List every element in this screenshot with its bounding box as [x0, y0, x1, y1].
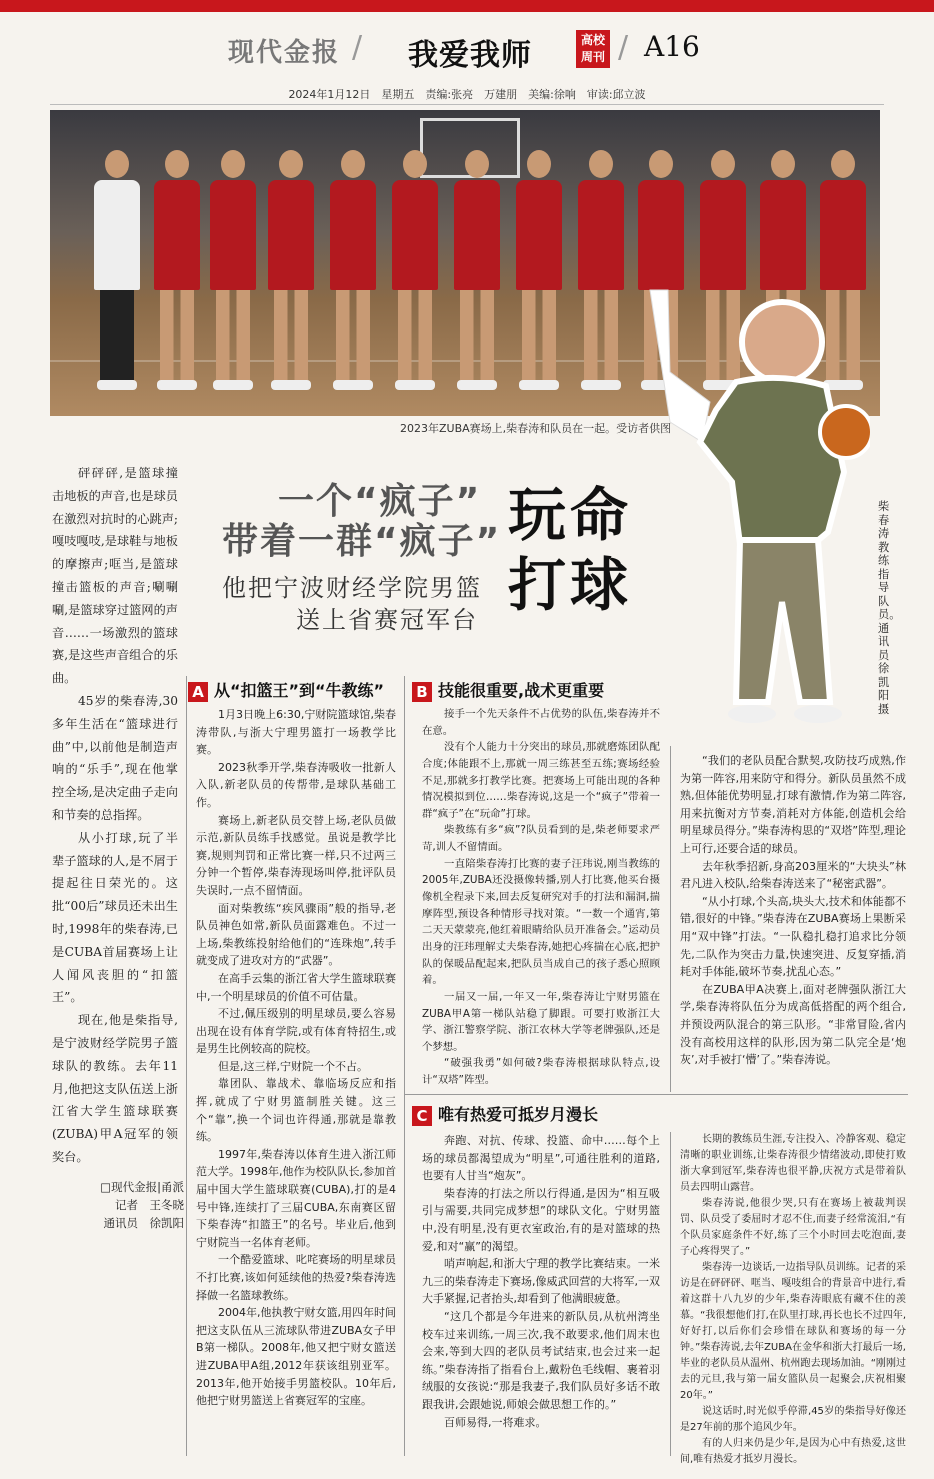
section-b-body-right	[680, 752, 906, 1069]
player-figure	[516, 150, 562, 400]
section-c-title: 唯有热爱可抵岁月漫长	[438, 1105, 599, 1124]
header-rule	[50, 104, 884, 105]
paragraph: 1月3日晚上6:30,宁财院篮球馆,柴春涛带队,与浙大宁理男篮打一场教学比赛。	[196, 708, 396, 757]
paragraph: 靠团队、靠战术、靠临场反应和指挥,就成了宁财男篮制胜关键。这三个“靠”,换一个词也许得通,那就是靠教练。	[196, 1077, 396, 1144]
masthead-divider: /	[352, 30, 363, 65]
paragraph: 但是,这三样,宁财院一个不占。	[218, 1059, 368, 1073]
lead-byline	[74, 1178, 184, 1232]
player-figure	[330, 150, 376, 400]
paragraph: 百师易得,一将难求。	[444, 1415, 547, 1429]
coach-figure	[94, 150, 140, 400]
paragraph: 2004年,他执教宁财女篮,用四年时间把这支队伍从三流球队带进ZUBA女子甲B第一梯队。2008年,他又把宁财女篮送进ZUBA甲A组,2012年获该组别亚军。2013年,他开始接手男篮校队。10年后,他把宁财男篮送上省赛冠军的宝座。	[196, 1306, 396, 1408]
section-letter: C	[412, 1106, 432, 1126]
side-photo-credit: 柴春涛教练指导队员。通讯员 徐凯阳 摄	[878, 500, 901, 716]
paragraph: 说这话时,时光似乎停滞,45岁的柴指导好像还是27年前的那个追风少年。	[680, 1406, 906, 1433]
column-divider	[670, 746, 671, 1092]
main-headline: 玩命打球	[508, 481, 633, 619]
masthead-divider-2: /	[618, 30, 629, 65]
dateline: 2024年1月12日 星期五 责编:张亮 万建朋 美编:徐响 审读:邱立波	[288, 88, 646, 101]
paragraph: 面对柴教练“疾风骤雨”般的指导,老队员神色如常,新队员面露难色。不过一上场,柴教练投射给他们的“连珠炮”,转手就变成了进攻对方的“武器”。	[196, 901, 396, 968]
paragraph: “这几个都是今年进来的新队员,从杭州湾坐校车过来训练,一周三次,我不敢要求,他们周末也会来,等到大四的老队员考试结束,也会过来一起练。”柴春涛指了指看台上,戴粉色毛线帽、裹着羽绒服的女孩说:“那是我妻子,我们队员好多话不敢跟我讲,会跟她说,师娘会做思想工作的。”	[422, 1309, 660, 1411]
section-b-body-left	[422, 706, 660, 1089]
paragraph: 柴教练有多“疯”?队员看到的是,柴老师要求严苛,训人不留情面。	[422, 824, 660, 854]
lead-paragraph: 从小打球,玩了半辈子篮球的人,是不屑于提起往日荣光的。这批“00后”球员还未出生时,1998年的柴春涛,已是CUBA首届赛场上让人闻风丧胆的“扣篮王”。	[52, 830, 178, 1005]
weekly-badge	[576, 30, 610, 68]
player-figure	[154, 150, 200, 400]
badge-line-2: 周刊	[580, 50, 605, 64]
byline-outlet: □现代金报|甬派	[100, 1180, 184, 1194]
section-letter: A	[188, 682, 208, 702]
section-c-body-right	[680, 1132, 906, 1468]
paragraph: 2023秋季开学,柴春涛吸收一批新人入队,新老队员的传帮带,是球队基础工作。	[196, 760, 396, 809]
player-figure	[392, 150, 438, 400]
newspaper-name: 现代金报	[228, 38, 341, 68]
player-figure	[268, 150, 314, 400]
paragraph: 没有个人能力十分突出的球员,那就磨炼团队配合度;体能跟不上,那就一周三练甚至五练;赛场经验不足,那就多打教学比赛。把赛场上可能出现的各种情况模拟到位……柴春涛说,这是一个“疯子”带着一群“疯子”在“玩命”打球。	[422, 741, 660, 820]
paragraph: 接手一个先天条件不占优势的队伍,柴春涛并不在意。	[422, 708, 660, 737]
paragraph: 1997年,柴春涛以体育生进入浙江师范大学。1998年,他作为校队队长,参加首届中国大学生篮球联赛(CUBA),打的是4号中锋,连续打了三届CUBA,东南赛区留下柴春涛“扣篮王”的名号。毕业后,他到宁财院当一名体育老师。	[196, 1147, 396, 1249]
byline-reporter: 记者 王冬晓	[115, 1198, 184, 1212]
byline-correspondent: 通讯员 徐凯阳	[103, 1216, 184, 1230]
paragraph: 长期的教练员生涯,专注投入、冷静客观、稳定清晰的职业训练,让柴春涛很少情绪波动,即使打败浙大拿到冠军,柴春涛也很平静,庆祝方式是带着队员去四明山露营。	[680, 1134, 906, 1193]
badge-line-1: 高校	[580, 33, 605, 47]
paragraph: 奔跑、对抗、传球、投篮、命中……每个上场的球员都渴望成为“明星”,可通往胜利的道路,也要有人甘当“炮灰”。	[422, 1134, 660, 1183]
paragraph: 一直陪柴春涛打比赛的妻子汪玮说,刚当教练的2005年,ZUBA还没摄像转播,别人打比赛,他买台摄像机全程录下来,回去反复研究对手的打法和漏洞,揣摩阵型,预设各种情形寻找对策。“一数一个通宵,第二天天蒙蒙亮,他红着眼睛给队员开准备会。”运动员出身的汪玮理解丈夫柴春涛,她把心疼揣在心底,把护队的保暖品配起来,把队员当成自己的孩子悉心照顾着。	[422, 857, 660, 987]
coach-cutout-photo	[640, 282, 870, 732]
section-title: 我爱我师	[408, 38, 532, 73]
paragraph: “我们的老队员配合默契,攻防技巧成熟,作为第一阵容,用来防守和得分。新队员虽然不成熟,但体能优势明显,打球有激情,作为第二阵容,用来抗衡对方节奏,消耗对方体能,创造机会给明星球员得分。”柴春涛构思的“双塔”阵型,理论上可行,还要合适的球员。	[680, 754, 906, 855]
paragraph: 有的人归来仍是少年,是因为心中有热爱,这世间,唯有热爱才抵岁月漫长。	[680, 1438, 906, 1465]
column-divider	[670, 1132, 671, 1456]
paragraph: 去年秋季招新,身高203厘米的“大块头”林君凡进入校队,给柴春涛送来了“秘密武器”。	[680, 859, 906, 891]
section-c-heading	[412, 1102, 598, 1126]
paragraph: 柴春涛一边谈话,一边指导队员训练。记者的采访是在砰砰砰、哐当、嘎吱组合的背景音中进行,看着这群十八九岁的少年,柴春涛眼底有藏不住的羡慕。“我很想他们打,在队里打球,再长也长不过四年,好好打,以后你们会珍惜在球队和赛场的每一分钟。”柴春涛说,去年ZUBA在金华和浙大打最后一场,毕业的老队员从温州、杭州跑去现场加油。“刚刚过去的元旦,我与第一届女篮队员一起聚会,庆祝相聚20年。”	[680, 1262, 906, 1401]
section-b-title: 技能很重要,战术更重要	[438, 681, 605, 700]
column-divider	[186, 676, 187, 1456]
section-c-body-left	[422, 1132, 660, 1431]
paragraph: “破强我勇”如何破?柴春涛根据球队特点,设计“双塔”阵型。	[422, 1057, 660, 1087]
subheadline-1: 他把宁波财经学院男篮	[222, 574, 482, 602]
player-figure	[578, 150, 624, 400]
paragraph: 柴春涛的打法之所以行得通,是因为“相互吸引与需要,共同完成梦想”的球队文化。宁财男篮中,没有明星,没有更衣室政治,有的是对篮球的热爱,和对“赢”的渴望。	[422, 1186, 660, 1253]
paragraph: 赛场上,新老队员交替上场,老队员做示范,新队员练手找感觉。虽说是教学比赛,规则判罚和正常比赛一样,只不过两三分钟一个暂停,柴春涛现场叫停,批评队员失误时,一点不留情面。	[196, 813, 396, 897]
section-b-heading	[412, 678, 604, 702]
subheadline-2: 送上省赛冠军台	[296, 606, 478, 634]
headline-line-2: 带着一群“疯子”	[222, 521, 502, 562]
column-divider	[404, 676, 405, 1456]
section-letter: B	[412, 682, 432, 702]
top-red-bar	[0, 0, 934, 12]
page-number: A16	[644, 30, 700, 63]
paragraph: 柴春涛说,他很少哭,只有在赛场上被裁判误罚、队员受了委屈时才忍不住,而妻子经常流泪,“有个队员家庭条件不好,练了三个小时回去吃泡面,妻子心疼得哭了。”	[680, 1198, 906, 1257]
player-figure	[454, 150, 500, 400]
section-a-body	[196, 706, 396, 1410]
photo-caption: 2023年ZUBA赛场上,柴春涛和队员在一起。受访者供图	[400, 422, 672, 435]
lead-paragraph: 砰砰砰,是篮球撞击地板的声音,也是球员在激烈对抗时的心跳声;嘎吱嘎吱,是球鞋与地板的摩擦声;哐当,是篮球撞击篮板的声音;唰唰唰,是篮球穿过篮网的声音……一场激烈的篮球赛,是这些声音组合的乐曲。	[52, 466, 178, 686]
section-a-title: 从“扣篮王”到“牛教练”	[214, 681, 385, 700]
paragraph: 一届又一届,一年又一年,柴春涛让宁财男篮在ZUBA甲A第一梯队站稳了脚跟。可要打败浙江大学、浙江警察学院、浙江农林大学等老牌强队,还是个梦想。	[422, 990, 660, 1053]
paragraph: 哨声响起,和浙大宁理的教学比赛结束。一米九三的柴春涛走下赛场,像威武回营的大将军,一双大手紧握,记者抬头,却看到了他满眼疲惫。	[422, 1257, 660, 1306]
player-figure	[210, 150, 256, 400]
paragraph: “从小打球,个头高,块头大,技术和体能都不错,很好的中锋。”柴春涛在ZUBA赛场上果断采用“双中锋”打法。“一队稳扎稳打追求比分领先,二队作为突击力量,快速突进、反复穿插,消耗对手体能,破坏节奏,扰乱心态。”	[680, 894, 906, 979]
section-divider	[404, 1094, 908, 1095]
section-a-heading	[188, 678, 384, 702]
basketball-icon	[820, 406, 870, 458]
headline-line-1: 一个“疯子”	[278, 481, 482, 522]
paragraph: 在高手云集的浙江省大学生篮球联赛中,一个明星球员的价值不可估量。	[196, 971, 396, 1003]
paragraph: 一个酷爱篮球、叱咤赛场的明星球员不打比赛,该如何延续他的热爱?柴春涛选择做一名篮球教练。	[196, 1253, 396, 1302]
paragraph: 在ZUBA甲A决赛上,面对老牌强队浙江大学,柴春涛将队伍分为成高低搭配的两个组合,并预设两队混合的第三队形。“非常冒险,省内没有高校用这样的队形,因为第二队完全是‘炮灰’,对手被打‘懵’了。”柴春涛说。	[680, 982, 906, 1067]
lead-paragraph: 现在,他是柴指导,是宁波财经学院男子篮球队的教练。去年11月,他把这支队伍送上浙江省大学生篮球联赛(ZUBA)甲A冠军的领奖台。	[52, 1013, 178, 1164]
paragraph: 不过,佩压级别的明星球员,要么容易出现在设有体育学院,或有体育特招生,或是男生比例较高的院校。	[196, 1007, 396, 1056]
lead-paragraph: 45岁的柴春涛,30多年生活在“篮球进行曲”中,以前他是制造声响的“乐手”,现在他掌控全场,是决定曲子走向和节奏的总指挥。	[52, 693, 178, 822]
lead-column	[52, 462, 178, 1169]
